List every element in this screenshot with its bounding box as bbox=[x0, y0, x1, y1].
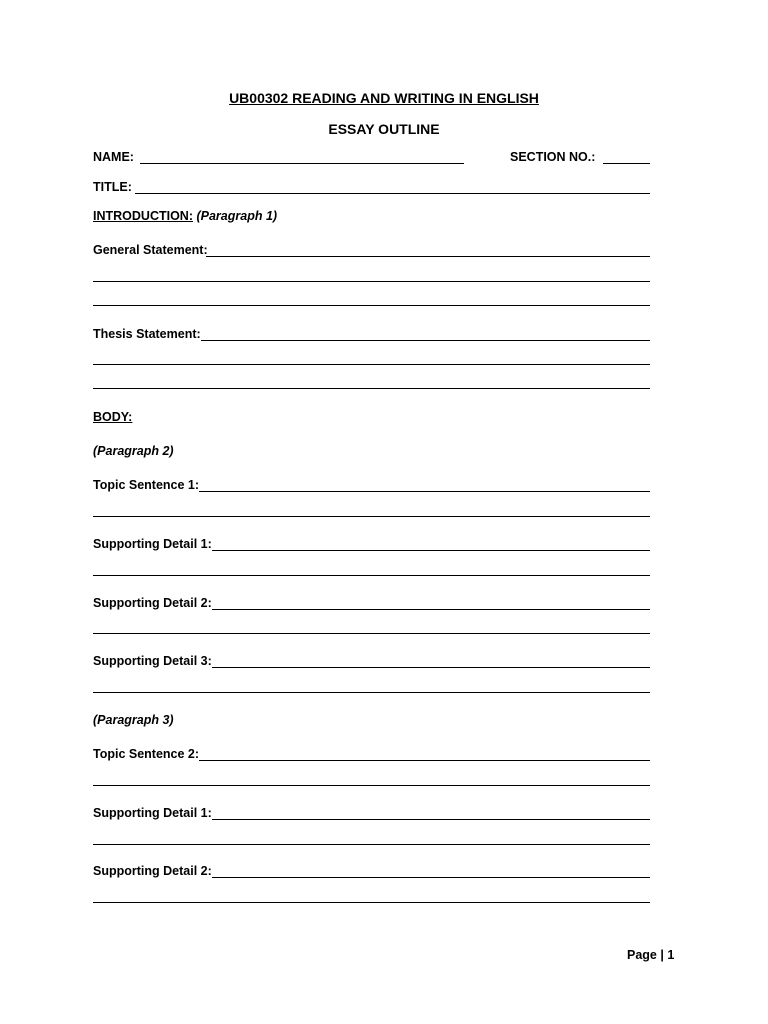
topic-sentence-1-line-2[interactable] bbox=[93, 516, 650, 517]
paragraph-2-label: (Paragraph 2) bbox=[93, 444, 174, 458]
p3-supporting-detail-2-label: Supporting Detail 2: bbox=[93, 864, 212, 878]
general-statement-line-2[interactable] bbox=[93, 281, 650, 282]
topic-sentence-2-label: Topic Sentence 2: bbox=[93, 747, 200, 761]
general-statement-line-3[interactable] bbox=[93, 305, 650, 306]
general-statement-label: General Statement: bbox=[93, 243, 208, 257]
p2-supporting-detail-2-field[interactable] bbox=[212, 609, 650, 610]
title-field[interactable] bbox=[135, 193, 650, 194]
introduction-label: INTRODUCTION: bbox=[93, 209, 193, 223]
paragraph-3-label: (Paragraph 3) bbox=[93, 713, 174, 727]
title-label: TITLE: bbox=[93, 180, 132, 194]
p2-supporting-detail-3-line-2[interactable] bbox=[93, 692, 650, 693]
topic-sentence-1-label: Topic Sentence 1: bbox=[93, 478, 200, 492]
p2-supporting-detail-3-field[interactable] bbox=[212, 667, 650, 668]
thesis-statement-line-2[interactable] bbox=[93, 364, 650, 365]
topic-sentence-2-line-2[interactable] bbox=[93, 785, 650, 786]
p3-supporting-detail-1-label: Supporting Detail 1: bbox=[93, 806, 212, 820]
p2-supporting-detail-2-label: Supporting Detail 2: bbox=[93, 596, 212, 610]
paragraph-1-label: (Paragraph 1) bbox=[196, 209, 278, 223]
p2-supporting-detail-3-label: Supporting Detail 3: bbox=[93, 654, 212, 668]
p2-supporting-detail-2-line-2[interactable] bbox=[93, 633, 650, 634]
section-field[interactable] bbox=[603, 163, 650, 164]
name-field[interactable] bbox=[140, 163, 464, 164]
introduction-heading bbox=[93, 208, 277, 224]
topic-sentence-2-field[interactable] bbox=[199, 760, 650, 761]
name-label: NAME: bbox=[93, 150, 134, 164]
p2-supporting-detail-1-label: Supporting Detail 1: bbox=[93, 537, 212, 551]
section-label: SECTION NO.: bbox=[510, 150, 596, 164]
thesis-statement-line-3[interactable] bbox=[93, 388, 650, 389]
thesis-statement-label: Thesis Statement: bbox=[93, 327, 201, 341]
p2-supporting-detail-1-line-2[interactable] bbox=[93, 575, 650, 576]
p3-supporting-detail-1-line-2[interactable] bbox=[93, 844, 650, 845]
page-number: Page | 1 bbox=[627, 948, 675, 962]
general-statement-field[interactable] bbox=[206, 256, 650, 257]
thesis-statement-field[interactable] bbox=[201, 340, 650, 341]
course-title: UB00302 READING AND WRITING IN ENGLISH bbox=[229, 90, 539, 106]
body-heading: BODY: bbox=[93, 410, 133, 424]
p3-supporting-detail-1-field[interactable] bbox=[212, 819, 650, 820]
p3-supporting-detail-2-field[interactable] bbox=[212, 877, 650, 878]
p3-supporting-detail-2-line-2[interactable] bbox=[93, 902, 650, 903]
p2-supporting-detail-1-field[interactable] bbox=[212, 550, 650, 551]
topic-sentence-1-field[interactable] bbox=[199, 491, 650, 492]
document-title: ESSAY OUTLINE bbox=[328, 121, 440, 137]
